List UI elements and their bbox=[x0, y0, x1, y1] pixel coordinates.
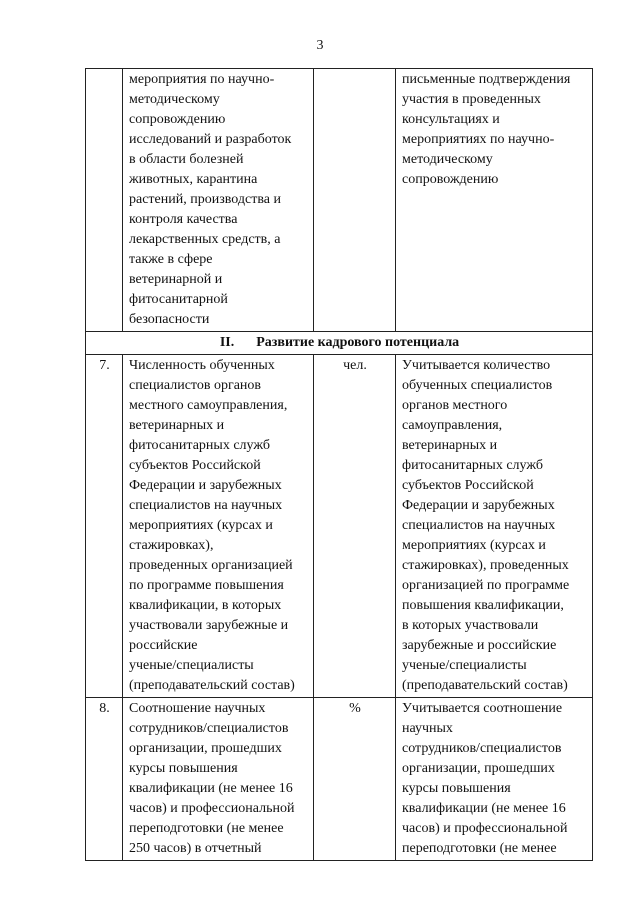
page-number: 3 bbox=[316, 38, 324, 53]
indicator-cell: Соотношение научных сотрудников/специалистов организации, прошедших курсы повышения квалификации (не менее 16 часов) и профессиональной переподготовки (не менее 250 часов) в отчетный bbox=[123, 698, 314, 861]
unit-cell bbox=[314, 69, 396, 332]
note-cell: Учитывается соотношение научных сотрудников/специалистов организации, прошедших курсы повышения квалификации (не менее 16 часов) и профессиональной переподготовки (не менее bbox=[396, 698, 593, 861]
table-row-continued bbox=[86, 69, 593, 332]
row-number-cell: 8. bbox=[86, 698, 123, 861]
row-number-cell: 7. bbox=[86, 355, 123, 698]
row-number-cell bbox=[86, 69, 123, 332]
unit-cell: чел. bbox=[314, 355, 396, 698]
table-row-8 bbox=[86, 698, 593, 861]
indicators-table bbox=[85, 68, 593, 861]
unit-cell: % bbox=[314, 698, 396, 861]
note-cell: письменные подтверждения участия в проведенных консультациях и мероприятиях по научно- методическому сопровождению bbox=[396, 69, 593, 332]
note-cell: Учитывается количество обученных специалистов органов местного самоуправления, ветеринарных и фитосанитарных служб субъектов Российской Федерации и зарубежных специалистов на научных мероприятиях (курсах и стажировках), проведенных организацией по программе повышения квалификации, в которых участвовали зарубежные и российские ученые/специалисты (преподавательский состав) bbox=[396, 355, 593, 698]
indicator-cell: Численность обученных специалистов органов местного самоуправления, ветеринарных и фитосанитарных служб субъектов Российской Федерации и зарубежных специалистов на научных мероприятиях (курсах и стажировках), проведенных организацией по программе повышения квалификации, в которых участвовали зарубежные и российские ученые/специалисты (преподавательский состав) bbox=[123, 355, 314, 698]
section-title: Развитие кадрового потенциала bbox=[256, 335, 460, 350]
indicator-cell: мероприятия по научно- методическому сопровождению исследований и разработок в области болезней животных, карантина растений, производства и контроля качества лекарственных средств, а также в сфере ветеринарной и фитосанитарной безопасности bbox=[123, 69, 314, 332]
section-header-row bbox=[86, 332, 593, 355]
section-heading bbox=[86, 332, 593, 355]
section-roman-numeral: II. bbox=[219, 335, 235, 350]
table-row-7 bbox=[86, 355, 593, 698]
